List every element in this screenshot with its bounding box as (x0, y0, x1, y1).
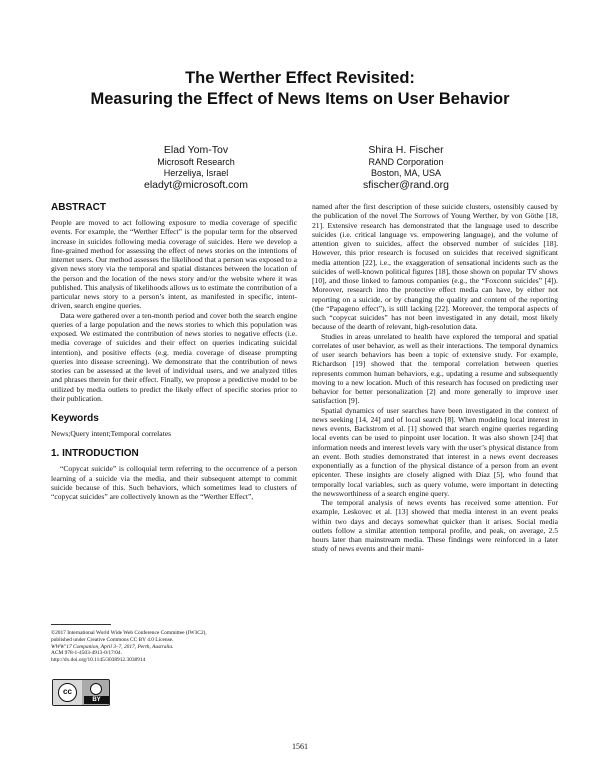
author-name: Shira H. Fischer (368, 144, 444, 156)
abstract-heading: ABSTRACT (51, 202, 106, 213)
author-location: Boston, MA, USA (370, 167, 442, 178)
author-location: Herzeliya, Israel (163, 167, 229, 178)
author-email: sfischer@rand.org (363, 178, 449, 191)
copyright-notice (51, 630, 297, 664)
author-name: Elad Yom-Tov (163, 144, 229, 156)
keywords-text: News;Query intent;Temporal correlates (51, 429, 172, 438)
paper-title (40, 68, 560, 110)
cc-by-license-badge[interactable] (52, 679, 110, 706)
introduction-heading: 1. INTRODUCTION (51, 448, 139, 460)
author-block-1 (96, 144, 296, 192)
author-block-2 (306, 144, 506, 192)
footnote-rule (51, 624, 111, 625)
abstract-paragraph-2: Data were gathered over a ten-month period and cover both the search engine queries of a large population and the news stories to which this population was exposed. We estimated the contribution of news stories to negative effects (i.e. media coverage of suicides and their effect on queries indicating suicidal intention), and positive effects (e.g. media coverage of disease prompting queries into disease screening). We demonstrate that the contribution of news stories can be assessed at the level of individual users, and we analyzed titles and phrases therein for their effect. Finally, we propose a predictive model to be utilized by media outlets to predict the likely effect of specific stories prior to their publication. (51, 310, 297, 403)
copyright-line: ACM 978-1-4503-4913-0/17/04. (51, 650, 122, 657)
right-column (312, 202, 558, 554)
by-label: BY (84, 696, 109, 704)
page-number: 1561 (292, 742, 308, 751)
copyright-line: published under Creative Commons CC BY 4.0 License. (51, 636, 174, 643)
title-line-1: The Werther Effect Revisited: (185, 69, 415, 87)
intro-paragraph-continued: named after the first description of these suicide clusters, ostensibly caused by the publication of the novel The Sorrows of Young Werther, by von Göthe [18, 21]. Extensive research has demonstrated that the language used to describe suicides (i.e. critical language vs. empowering language), and the volume of attention given to suicides, affect the observed number of suicides [18]. However, this prior research is focused on suicides that received significant media attention [22], i.e., the exaggeration of sensational incidents such as the suicides of well-known political figures [18], those shown on popular TV shows [10], and those linked to famous companies (e.g., the “Foxconn suicides” [4]). Moreover, research into the protective effect media can have, by either not reporting on a suicide, or by changing the quality and content of the reporting (the “Papageno effect”), is still lacking [22]. Moreover, the temporal aspects of such “copycat suicides” has not been investigated in any detail, most likely because of the dearth of relevant, high-resolution data. (312, 202, 558, 332)
copyright-line: WWW’17 Companion, April 3–7, 2017, Perth, Australia. (51, 643, 174, 650)
introduction-paragraph-1: “Copycat suicide” is colloquial term referring to the occurrence of a person learning of a suicide via the media, and their subsequent attempt to commit suicide because of this. Such behaviors, which sometimes lead to clusters of “copycat suicides” are collectively known as the “Werther Effect”, (51, 464, 297, 501)
left-column (51, 202, 297, 501)
creative-commons-icon: cc (58, 683, 77, 702)
title-line-2: Measuring the Effect of News Items on User Behavior (90, 90, 510, 108)
keywords-heading: Keywords (51, 413, 99, 424)
author-email: eladyt@microsoft.com (143, 178, 249, 191)
intro-paragraph-2: Studies in areas unrelated to health have explored the temporal and spatial correlates of user behavior, as well as their interactions. The temporal dynamics of user search behaviors has been a topic of extensive study. For example, Richardson [19] showed that the temporal correlation between queries represents common human behaviors, e.g., updating a resume and subsequently moving to a new location. Much of this research has focused on predicting user behavior for better personalization [2] and more generally to improve user satisfaction [9]. (312, 331, 558, 406)
copyright-line: ©2017 International World Wide Web Conference Committee (IW3C2), (51, 630, 207, 636)
intro-paragraph-4: The temporal analysis of news events has received some attention. For example, Leskovec et al. [13] showed that media interest in an event peaks within two days and decays somewhat quicker than it arises. Social media outlets follow a similar attention temporal profile, and peak, on average, 2.5 hours later than mainstream media. These findings were reinforced in a later study of news events and their mani- (312, 498, 558, 554)
attribution-person-icon (90, 683, 102, 695)
author-affiliation: RAND Corporation (368, 157, 444, 167)
cc-badge-left (53, 680, 82, 705)
author-affiliation: Microsoft Research (157, 157, 235, 167)
doi-link[interactable]: http://dx.doi.org/10.1145/3038912.3038914 (51, 657, 146, 664)
abstract-paragraph-1: People are moved to act following exposure to media coverage of specific events. For example, the “Werther Effect” is the popular term for the observed increase in suicides following media coverage of suicides. Here we develop a fine-grained method for assessing the effect of news stories on the intentions of internet users. Our method assesses the likelihood that a person was exposed to a given news story via the temporal and spatial distances between the location of the person and the location of the news story and/or the website where it was published. This analysis of likelihoods allows us to estimate the contribution of a particular news story to a person’s intent, as manifested in specific, intent-driven, search engine queries. (51, 218, 297, 311)
intro-paragraph-3: Spatial dynamics of user searches have been investigated in the context of news seeking [14, 24] and of local search [8]. When modeling local interest in news events, Backstrom et al. [1] showed that search engine queries regarding local events can be used to pinpoint user location. It was also shown [24] that information needs and interest levels vary with the user’s physical distance from an event. Both studies demonstrated that interest in a news event decreases exponentially as a function of the physical distance of a person from an event epicenter. These insights are closely aligned with Diaz [5], who found that temporally local variables, such as query volume, were important in detecting the newsworthiness of a search engine query. (312, 405, 558, 498)
